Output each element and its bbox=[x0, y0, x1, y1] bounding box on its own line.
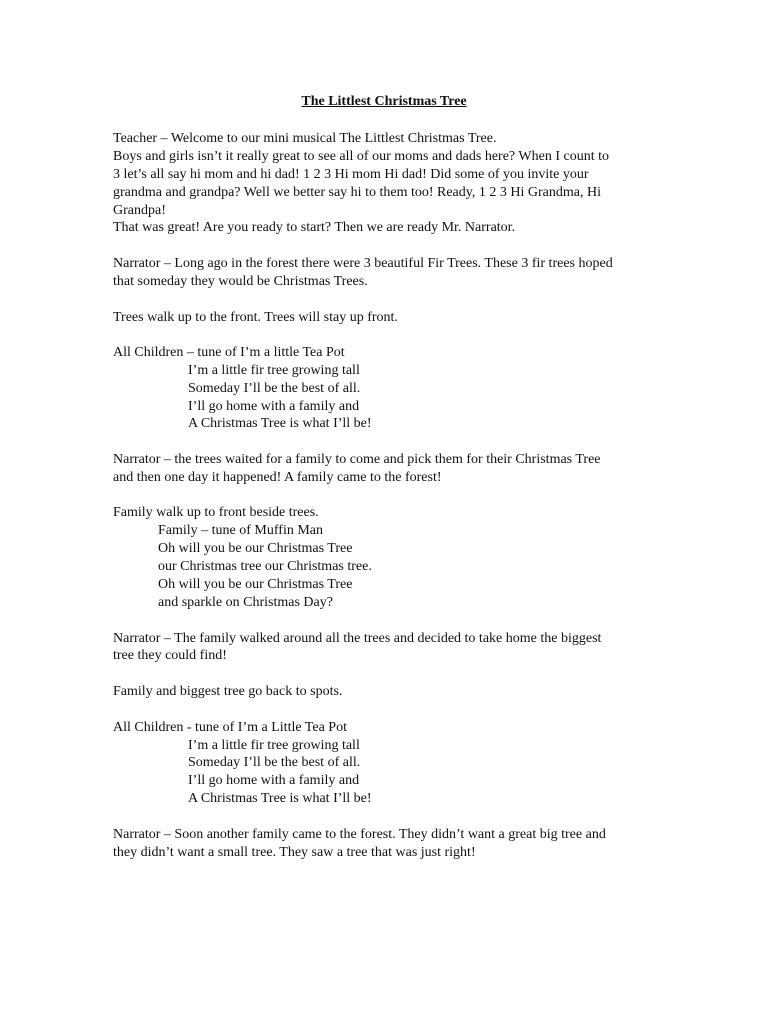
teacher-line-4: grandma and grandpa? Well we better say hi to them too! Ready, 1 2 3 Hi Grandma, Hi bbox=[113, 185, 601, 200]
song-1-verse-4: A Christmas Tree is what I’ll be! bbox=[188, 416, 372, 431]
document-title: The Littlest Christmas Tree bbox=[301, 94, 467, 109]
song-1-intro: All Children – tune of I’m a little Tea Pot bbox=[113, 345, 345, 360]
teacher-line-5: Grandpa! bbox=[113, 203, 166, 218]
song-3-verse-2: Someday I’ll be the best of all. bbox=[188, 755, 361, 770]
narrator-4-line-1: Narrator – Soon another family came to the forest. They didn’t want a great big tree and bbox=[113, 827, 606, 842]
narrator-2-line-1: Narrator – the trees waited for a family to come and pick them for their Christmas Tree bbox=[113, 452, 601, 467]
narrator-1-line-2: that someday they would be Christmas Trees. bbox=[113, 274, 368, 289]
song-2-verse-1: Oh will you be our Christmas Tree bbox=[158, 541, 353, 556]
song-2-verse-2: our Christmas tree our Christmas tree. bbox=[158, 559, 372, 574]
song-3-verse-1: I’m a little fir tree growing tall bbox=[188, 738, 360, 753]
teacher-line-6: That was great! Are you ready to start? Then we are ready Mr. Narrator. bbox=[113, 220, 516, 235]
song-3-verse-4: A Christmas Tree is what I’ll be! bbox=[188, 791, 372, 806]
stage-direction-1: Trees walk up to the front. Trees will stay up front. bbox=[113, 310, 398, 325]
song-1-verse-1: I’m a little fir tree growing tall bbox=[188, 363, 360, 378]
narrator-3-line-2: tree they could find! bbox=[113, 648, 227, 663]
teacher-line-1: Teacher – Welcome to our mini musical The Littlest Christmas Tree. bbox=[113, 131, 497, 146]
song-1-verse-2: Someday I’ll be the best of all. bbox=[188, 381, 361, 396]
narrator-4-line-2: they didn’t want a small tree. They saw a tree that was just right! bbox=[113, 845, 476, 860]
narrator-2-line-2: and then one day it happened! A family came to the forest! bbox=[113, 470, 442, 485]
narrator-3-line-1: Narrator – The family walked around all the trees and decided to take home the biggest bbox=[113, 631, 602, 646]
stage-direction-3: Family and biggest tree go back to spots. bbox=[113, 684, 343, 699]
song-3-verse-3: I’ll go home with a family and bbox=[188, 773, 360, 788]
stage-direction-2: Family walk up to front beside trees. bbox=[113, 505, 319, 520]
song-1-verse-3: I’ll go home with a family and bbox=[188, 399, 360, 414]
teacher-line-3: 3 let’s all say hi mom and hi dad! 1 2 3 Hi mom Hi dad! Did some of you invite your bbox=[113, 167, 589, 182]
song-2-verse-4: and sparkle on Christmas Day? bbox=[158, 595, 333, 610]
narrator-1-line-1: Narrator – Long ago in the forest there were 3 beautiful Fir Trees. These 3 fir trees hoped bbox=[113, 256, 613, 271]
song-3-intro: All Children - tune of I’m a Little Tea Pot bbox=[113, 720, 347, 735]
song-2-verse-3: Oh will you be our Christmas Tree bbox=[158, 577, 353, 592]
song-2-intro: Family – tune of Muffin Man bbox=[158, 523, 324, 538]
teacher-line-2: Boys and girls isn’t it really great to see all of our moms and dads here? When I count to bbox=[113, 149, 609, 164]
